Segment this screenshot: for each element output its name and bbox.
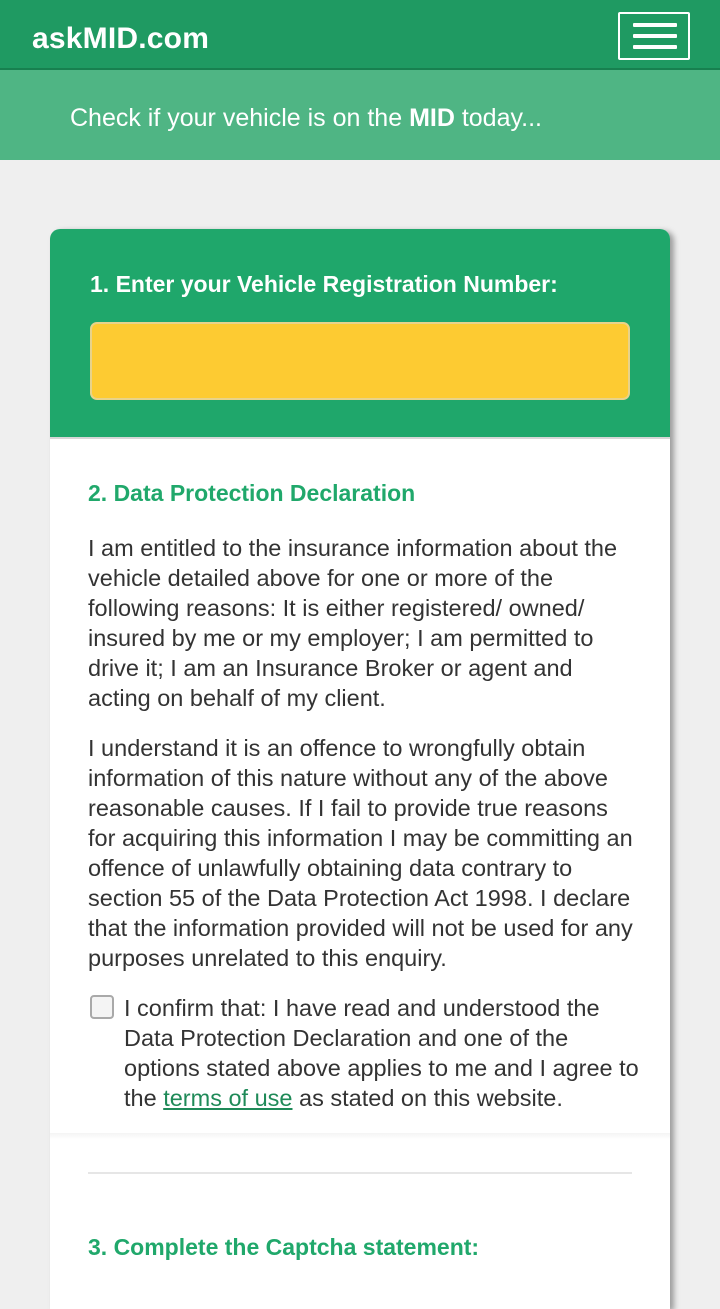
banner-tagline xyxy=(70,104,542,133)
banner-text-bold: MID xyxy=(409,104,455,132)
declaration-paragraph-1: I am entitled to the insurance information about the vehicle detailed above for one or more of the following reasons: It is either registered/ owned/ insured by me or my employer; I am permitted to drive it; I am an Insurance Broker or agent and acting on behalf of my client. xyxy=(88,535,618,711)
brand-logo[interactable]: askMID.com xyxy=(32,22,210,55)
registration-section xyxy=(50,229,670,439)
section-separator-shade xyxy=(50,1133,670,1139)
menu-bar xyxy=(633,45,677,49)
hamburger-menu-icon[interactable] xyxy=(618,12,690,60)
confirm-checkbox[interactable] xyxy=(90,995,114,1019)
step2-title: 2. Data Protection Declaration xyxy=(88,480,416,506)
menu-bar xyxy=(633,23,677,27)
step1-title: 1. Enter your Vehicle Registration Number: xyxy=(90,271,558,297)
registration-number-input[interactable] xyxy=(90,322,630,400)
top-navbar xyxy=(0,0,720,70)
divider xyxy=(88,1172,632,1174)
step3-title: 3. Complete the Captcha statement: xyxy=(88,1234,480,1260)
check-form-card xyxy=(50,229,670,1309)
confirm-statement xyxy=(124,993,644,1113)
confirm-text: I confirm that: I have read and understood the Data Protection Declaration and one of the options stated above applies to me and I agree to the xyxy=(124,995,639,1111)
terms-of-use-link[interactable]: terms of use xyxy=(163,1085,293,1111)
declaration-paragraph-2: I understand it is an offence to wrongfully obtain information of this nature without any of the above reasonable causes. If I fail to provide true reasons for acquiring this information I may be committing an offence of unlawfully obtaining data contrary to section 55 of the Data Protection Act 1998. I declare that the information provided will not be used for any purposes unrelated to this enquiry. xyxy=(88,735,633,971)
banner-text-start: Check if your vehicle is on the xyxy=(70,104,410,132)
banner-text-end: today... xyxy=(454,104,542,132)
menu-bar xyxy=(633,34,677,38)
confirm-text-end: as stated on this website. xyxy=(292,1085,563,1111)
